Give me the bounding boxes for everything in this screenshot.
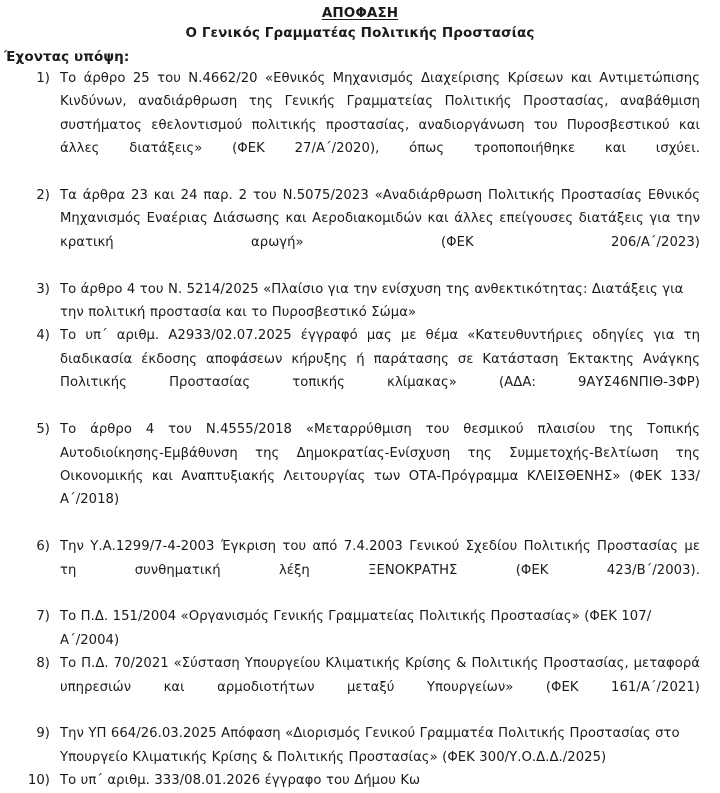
clause-text: Το Π.Δ. 70/2021 «Σύσταση Υπουργείου Κλιματικής Κρίσης & Πολιτικής Προστασίας, μεταφορά υπηρεσιών και αρμοδιοτήτων μεταξύ Υπουργείων» (ΦΕΚ 161/Α΄/2021) <box>60 656 700 695</box>
clause-text: Το άρθρο 25 του Ν.4662/20 «Εθνικός Μηχανισμός Διαχείρισης Κρίσεων και Αντιμετώπισης Κινδύνων, αναδιάρθρωση της Γενικής Γραμματείας Πολιτικής Προστασίας, αναβάθμιση συστήματος εθελοντισμού πολιτικής προστασίας, αναδιοργάνωση του Πυροσβεστικού και άλλες διατάξεις» (ΦΕΚ 27/Α΄/2020), όπως τροποποιήθηκε και ισχύει. <box>60 71 700 157</box>
document-subtitle: Ο Γενικός Γραμματέας Πολιτικής Προστασίας <box>185 25 535 41</box>
clause-item <box>0 184 720 278</box>
preamble-text: Έχοντας υπόψη: <box>4 49 130 65</box>
clause-number: 9) <box>36 726 50 742</box>
clause-text: Το Π.Δ. 151/2004 «Οργανισμός Γενικής Γραμματείας Πολιτικής Προστασίας» (ΦΕΚ 107/Α΄/2004) <box>60 609 652 648</box>
clause-text: Το υπ΄ αριθμ. Α2933/02.07.2025 έγγραφό μας με θέμα «Κατευθυντήριες οδηγίες για τη διαδικασία έκδοσης αποφάσεων κήρυξης ή παράτασης σε Κατάσταση Έκτακτης Ανάγκης Πολιτικής Προστασίας τοπικής κλίμακας» (ΑΔΑ: 9ΑΥΣ46ΝΠΙΘ-3ΦΡ) <box>60 328 700 391</box>
clause-number: 6) <box>36 539 50 555</box>
clause-text: Την ΥΠ 664/26.03.2025 Απόφαση «Διορισμός Γενικού Γραμματέα Πολιτικής Προστασίας στο Υπουργείο Κλιματικής Κρίσης & Πολιτικής Προστασίας» (ΦΕΚ 300/Υ.Ο.Δ.Δ./2025) <box>60 726 680 765</box>
clause-text: Το υπ΄ αριθμ. 333/08.01.2026 έγγραφο του Δήμου Κω <box>60 773 421 789</box>
clause-text: Το άρθρο 4 του Ν.4555/2018 «Μεταρρύθμιση του θεσμικού πλαισίου της Τοπικής Αυτοδιοίκησης-Εμβάθυνση της Δημοκρατίας-Ενίσχυση της Συμμετοχής-Βελτίωση της Οικονομικής και Αναπτυξιακής Λειτουργίας των ΟΤΑ-Πρόγραμμα ΚΛΕΙΣΘΕΝΗΣ» (ΦΕΚ 133/Α΄/2018) <box>60 422 700 508</box>
document-heading <box>0 0 720 43</box>
clause-text: Το άρθρο 4 του Ν. 5214/2025 «Πλαίσιο για την ενίσχυση της ανθεκτικότητας: Διατάξεις για την πολιτική προστασία και το Πυροσβεστικό Σώμα» <box>60 281 684 321</box>
clause-number: 3) <box>36 281 50 297</box>
clause-list <box>0 67 720 793</box>
clause-item <box>0 535 720 605</box>
clause-item <box>0 67 720 184</box>
clause-text: Τα άρθρα 23 και 24 παρ. 2 του Ν.5075/2023 «Αναδιάρθρωση Πολιτικής Προστασίας Εθνικός Μηχανισμός Εναέριας Διάσωσης και Αεροδιακομιδών και άλλες επείγουσες διατάξεις για την κρατική αρωγή» (ΦΕΚ 206/Α΄/2023) <box>60 188 700 250</box>
clause-item <box>0 652 720 722</box>
clause-item <box>0 722 720 769</box>
clause-number: 10) <box>27 773 50 789</box>
clause-number: 1) <box>36 71 50 86</box>
document-title-line <box>0 2 720 22</box>
clause-number: 2) <box>36 188 50 204</box>
clause-number: 4) <box>36 328 50 344</box>
clause-number: 8) <box>36 656 50 672</box>
clause-item <box>0 605 720 652</box>
clause-text: Την Υ.Α.1299/7-4-2003 Έγκριση του από 7.4.2003 Γενικού Σχεδίου Πολιτικής Προστασίας με τη συνθηματική λέξη ΞΕΝΟΚΡΑΤΗΣ (ΦΕΚ 423/Β΄/2003). <box>60 539 700 578</box>
clause-item <box>0 324 720 418</box>
clause-number: 7) <box>36 609 50 625</box>
page-title: ΑΠΟΦΑΣΗ <box>321 5 399 21</box>
clause-item <box>0 769 720 792</box>
clause-number: 5) <box>36 422 50 438</box>
clause-item <box>0 278 720 325</box>
clause-item <box>0 418 720 535</box>
